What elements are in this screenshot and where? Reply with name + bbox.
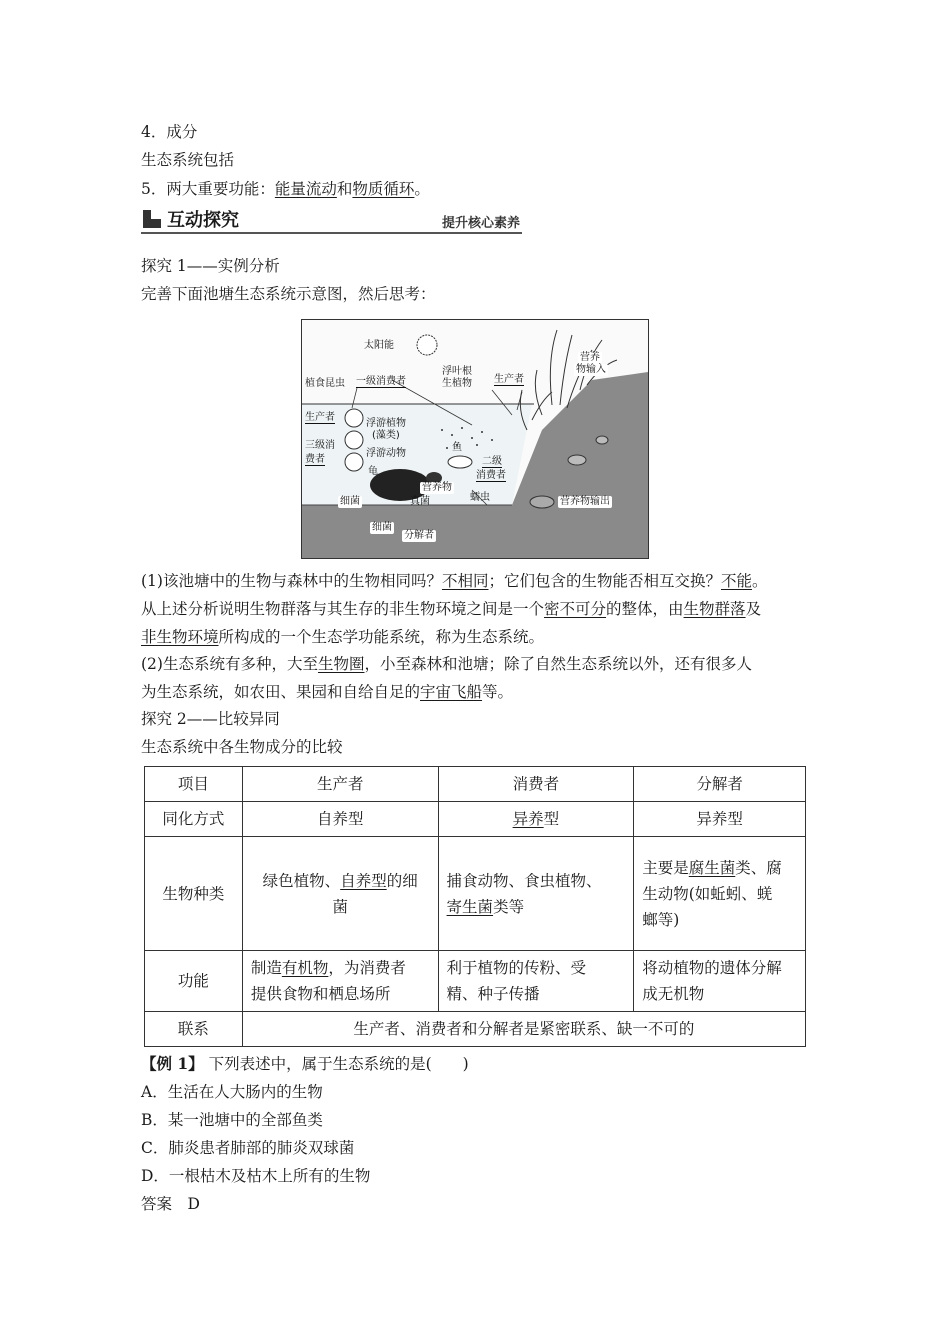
text: 。 xyxy=(752,572,768,590)
explore1-heading: 探究 1——实例分析 xyxy=(141,257,280,275)
label-zooplankton: 浮游动物 xyxy=(366,448,406,459)
table-header-cell: 分解者 xyxy=(634,767,806,802)
text: 的整体，由 xyxy=(606,600,684,618)
label-larva: 蠕虫 xyxy=(470,492,490,503)
label-producer-right: 生产者 xyxy=(494,374,524,385)
label-sun: 太阳能 xyxy=(364,340,394,351)
label-turtle: 龟 xyxy=(368,466,378,477)
table-cell xyxy=(242,837,438,951)
text: 捕食动物、食虫植物、 xyxy=(446,871,602,890)
comparison-table xyxy=(144,766,806,1047)
label-bacteria-top: 细菌 xyxy=(340,496,360,507)
underlined-answer: 生物群落 xyxy=(683,600,746,618)
text: 生动物(如蚯蚓、蜣 xyxy=(642,884,773,903)
label-phytoplankton-2: (藻类) xyxy=(372,430,400,441)
explore2-heading: 探究 2——比较异同 xyxy=(141,710,280,728)
text: 成无机物 xyxy=(642,985,705,1003)
table-header-cell: 消费者 xyxy=(438,767,634,802)
text: ；它们包含的生物能否相互交换？ xyxy=(488,572,721,590)
label-fungi: 真菌 xyxy=(410,496,430,507)
underlined-answer: 腐生菌 xyxy=(688,858,736,877)
underlined-answer: 密不可分 xyxy=(544,600,607,618)
pond-ecosystem-diagram xyxy=(301,319,649,559)
text: 类等 xyxy=(493,897,525,916)
text: 类、腐 xyxy=(735,858,782,877)
table-cell xyxy=(438,802,634,837)
text: 菌 xyxy=(332,897,348,916)
option-d: D．一根枯木及枯木上所有的生物 xyxy=(141,1167,371,1185)
label-fish: 鱼 xyxy=(452,442,462,453)
banner-subtitle: 提升核心素养 xyxy=(441,216,520,231)
underlined-answer: 物质循环 xyxy=(352,180,415,198)
text: 从上述分析说明生物群落与其生存的非生物环境之间是一个 xyxy=(141,600,545,618)
label-tertiary-2: 费者 xyxy=(305,454,325,465)
table-row xyxy=(145,767,806,802)
table-cell xyxy=(634,951,806,1012)
table-header-cell: 项目 xyxy=(145,767,243,802)
text: 。 xyxy=(414,180,430,198)
underlined-answer: 能量流动 xyxy=(274,180,337,198)
label-tertiary-1: 三级消 xyxy=(305,440,335,451)
underlined-answer: 寄生菌 xyxy=(446,897,494,916)
table-cell: 功能 xyxy=(145,951,243,1012)
banner-title: 互动探究 xyxy=(167,210,239,231)
plankton-circle xyxy=(345,409,363,427)
text: 利于植物的传粉、受 xyxy=(446,959,587,977)
explore1-intro: 完善下面池塘生态系统示意图，然后思考： xyxy=(141,285,436,303)
text: 提供食物和栖息场所 xyxy=(250,985,391,1003)
explore2-intro: 生态系统中各生物成分的比较 xyxy=(141,738,343,756)
banner-square-notch xyxy=(151,210,161,219)
text: 等。 xyxy=(482,683,514,701)
table-cell xyxy=(438,951,634,1012)
sun-icon xyxy=(417,335,437,355)
label-floating-leaf-1: 浮叶根 xyxy=(442,366,472,377)
underlined-answer: 有机物 xyxy=(281,959,329,977)
table-row xyxy=(145,802,806,837)
label-nutrient-out: 营养物输出 xyxy=(560,496,610,507)
table-cell: 生产者、消费者和分解者是紧密联系、缺一不可的 xyxy=(242,1012,805,1047)
label-decomposer: 分解者 xyxy=(404,530,434,541)
text: ，为消费者 xyxy=(328,959,406,977)
text: 和 xyxy=(336,180,353,198)
table-cell: 异养型 xyxy=(634,802,806,837)
plankton-circle xyxy=(345,431,363,449)
example-tag: 【例 1】 xyxy=(141,1054,204,1073)
text: 为生态系统，如农田、果园和自给自足的 xyxy=(141,683,421,701)
example-question xyxy=(141,1053,469,1075)
line-two-functions xyxy=(141,178,430,200)
table-cell: 生物种类 xyxy=(145,837,243,951)
table-cell: 联系 xyxy=(145,1012,243,1047)
underlined-answer: 异养 xyxy=(512,810,544,828)
table-cell xyxy=(242,951,438,1012)
table-header-cell: 生产者 xyxy=(242,767,438,802)
option-b: B．某一池塘中的全部鱼类 xyxy=(141,1111,323,1129)
table-row xyxy=(145,837,806,951)
plankton-circle xyxy=(345,453,363,471)
table-row xyxy=(145,1012,806,1047)
label-nutrient-in-1: 营养 xyxy=(580,352,600,363)
label-floating-leaf-2: 生植物 xyxy=(442,378,472,389)
label-secondary-2: 消费者 xyxy=(476,470,506,481)
text: 下列表述中，属于生态系统的是( ) xyxy=(203,1055,469,1073)
underlined-answer: 非生物环境 xyxy=(141,628,219,646)
text: 5．两大重要功能： xyxy=(141,180,275,198)
q2-line-1 xyxy=(141,653,752,675)
fish-shape xyxy=(448,456,472,468)
label-primary-consumer: 一级消费者 xyxy=(356,376,406,387)
underlined-answer: 不相同 xyxy=(441,572,489,590)
q2-line-2 xyxy=(141,681,513,703)
text: (2)生态系统有多种，大至 xyxy=(141,655,318,673)
text: 主要是 xyxy=(642,858,689,877)
answer: 答案 D xyxy=(141,1195,200,1213)
line-ecosystem-includes: 生态系统包括 xyxy=(141,151,235,169)
table-cell: 自养型 xyxy=(242,802,438,837)
table-cell xyxy=(634,837,806,951)
text: 精、种子传播 xyxy=(446,985,540,1003)
line-components: 4．成分 xyxy=(141,123,198,141)
option-c: C．肺炎患者肺部的肺炎双球菌 xyxy=(141,1139,355,1157)
table-cell xyxy=(438,837,634,951)
label-herbivore-insect: 植食昆虫 xyxy=(305,378,345,389)
underlined-answer: 宇宙飞船 xyxy=(420,683,483,701)
label-producer-left: 生产者 xyxy=(305,412,335,423)
text: 及 xyxy=(745,600,762,618)
underlined-answer: 自养型 xyxy=(340,871,387,890)
text: 螂等) xyxy=(642,910,680,929)
underlined-answer: 不能 xyxy=(721,572,753,590)
text: ，小至森林和池塘；除了自然生态系统以外，还有很多人 xyxy=(364,655,752,673)
text: 将动植物的遗体分解 xyxy=(642,959,782,977)
banner-rule xyxy=(141,232,522,234)
option-a: A．生活在人大肠内的生物 xyxy=(141,1083,323,1101)
q1-line-2 xyxy=(141,598,761,620)
table-cell: 同化方式 xyxy=(145,802,243,837)
table-row xyxy=(145,951,806,1012)
section-banner xyxy=(141,204,522,234)
q1-line-3 xyxy=(141,626,544,648)
text: 绿色植物、 xyxy=(262,871,341,890)
text: 型 xyxy=(543,810,560,828)
text: 制造 xyxy=(250,959,282,977)
text: 的细 xyxy=(386,871,418,890)
text: (1)该池塘中的生物与森林中的生物相同吗？ xyxy=(141,572,442,590)
label-bacteria-bottom: 细菌 xyxy=(372,522,392,533)
label-phytoplankton-1: 浮游植物 xyxy=(366,418,406,429)
text: 所构成的一个生态学功能系统，称为生态系统。 xyxy=(218,628,545,646)
q1-line-1 xyxy=(141,570,768,592)
label-secondary-1: 二级 xyxy=(482,456,502,467)
underlined-answer: 生物圈 xyxy=(317,655,365,673)
label-nutrient-in-2: 物输入 xyxy=(576,364,606,375)
label-nutrients: 营养物 xyxy=(422,482,452,493)
